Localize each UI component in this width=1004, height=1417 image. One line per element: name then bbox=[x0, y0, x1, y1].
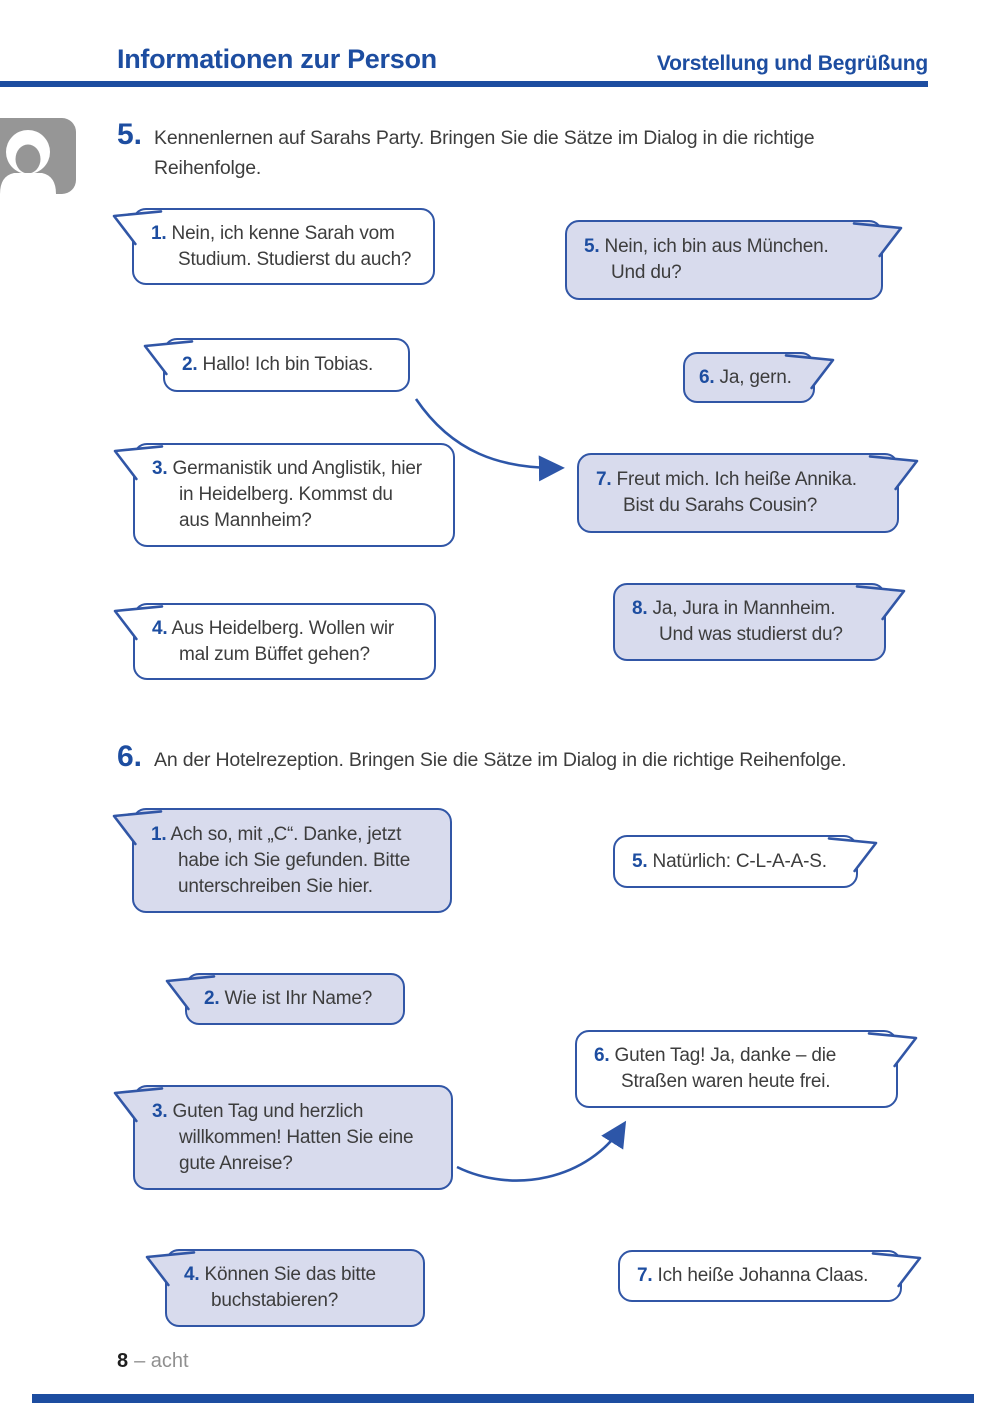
bubble-text bbox=[594, 1043, 884, 1095]
bubble-sentence: Natürlich: C-L-A-A-S. bbox=[652, 850, 827, 872]
bubble-number: 6. bbox=[699, 366, 715, 388]
bubble-number: 6. bbox=[594, 1045, 610, 1066]
exercise-5-heading bbox=[117, 118, 904, 183]
exercise-number: 6. bbox=[117, 740, 143, 773]
bubble-text bbox=[584, 234, 851, 286]
exercise-number: 5. bbox=[117, 118, 143, 151]
page-number-word: – acht bbox=[134, 1350, 189, 1372]
bubble-text bbox=[152, 456, 427, 534]
bubble-text bbox=[184, 1262, 411, 1314]
bubble-sentence: Nein, ich bin aus München. Und du? bbox=[604, 236, 829, 283]
bubble-sentence: Guten Tag! Ja, danke – die Straßen waren heute frei. bbox=[614, 1045, 837, 1092]
speech-bubble-ex5-8 bbox=[613, 583, 886, 661]
speech-bubble-ex5-5 bbox=[565, 220, 883, 300]
speech-bubble-ex5-6 bbox=[683, 352, 815, 403]
speech-bubble-ex5-1 bbox=[132, 208, 435, 285]
bubble-sentence: Germanistik und Anglistik, hier in Heidelberg. Kommst du aus Mannheim? bbox=[172, 458, 422, 531]
bubble-number: 8. bbox=[632, 598, 648, 619]
bubble-sentence: Ja, gern. bbox=[719, 366, 792, 388]
speech-bubble-ex6-5 bbox=[613, 835, 858, 888]
bubble-number: 4. bbox=[152, 617, 168, 639]
bubble-sentence: Ich heiße Johanna Claas. bbox=[657, 1265, 869, 1286]
bubble-text bbox=[151, 822, 438, 900]
exercise-instruction: Kennenlernen auf Sarahs Party. Bringen Sie die Sätze im Dialog in die richtige Reihenfolge. bbox=[154, 127, 815, 179]
bubble-sentence: Nein, ich kenne Sarah vom Studium. Studierst du auch? bbox=[171, 222, 412, 270]
bubble-number: 5. bbox=[632, 850, 648, 872]
bubble-number: 1. bbox=[151, 222, 167, 244]
page-footer bbox=[117, 1350, 189, 1373]
bubble-sentence: Aus Heidelberg. Wollen wir mal zum Büffet gehen? bbox=[171, 617, 395, 665]
bubble-number: 2. bbox=[182, 354, 198, 375]
bubble-text bbox=[152, 1099, 439, 1177]
bubble-number: 3. bbox=[152, 458, 168, 479]
speech-bubble-ex6-2 bbox=[185, 973, 405, 1025]
speech-bubble-ex5-3 bbox=[133, 443, 455, 547]
exercise-6-heading bbox=[117, 740, 846, 775]
bubble-text bbox=[182, 352, 396, 378]
speech-bubble-ex6-3 bbox=[133, 1085, 453, 1190]
bubble-sentence: Hallo! Ich bin Tobias. bbox=[202, 354, 374, 375]
bubble-text bbox=[204, 986, 391, 1012]
bubble-text bbox=[632, 596, 872, 648]
speech-bubble-ex5-7 bbox=[577, 453, 899, 533]
bubble-sentence: Können Sie das bitte buchstabieren? bbox=[204, 1264, 376, 1311]
speech-bubble-ex5-2 bbox=[163, 338, 410, 392]
person-icon bbox=[0, 118, 76, 194]
bubble-sentence: Guten Tag und herzlich willkommen! Hatten Sie eine gute Anreise? bbox=[172, 1100, 414, 1174]
page-number: 8 bbox=[117, 1350, 129, 1372]
bubble-text bbox=[596, 467, 885, 519]
bubble-sentence: Freut mich. Ich heiße Annika. Bist du Sarahs Cousin? bbox=[616, 469, 857, 516]
bubble-sentence: Ja, Jura in Mannheim. Und was studierst du? bbox=[652, 598, 843, 645]
page-title: Informationen zur Person bbox=[117, 44, 437, 74]
bubble-text bbox=[151, 221, 421, 273]
bubble-text bbox=[152, 616, 422, 668]
footer-rule bbox=[32, 1394, 974, 1403]
page-subtitle: Vorstellung und Begrüßung bbox=[656, 52, 928, 75]
speech-bubble-ex6-6 bbox=[575, 1030, 898, 1108]
bubble-number: 1. bbox=[151, 823, 167, 845]
bubble-text bbox=[637, 1263, 888, 1289]
speech-bubble-ex6-7 bbox=[618, 1250, 902, 1302]
bubble-number: 7. bbox=[637, 1265, 653, 1286]
bubble-number: 2. bbox=[204, 988, 220, 1009]
bubble-number: 3. bbox=[152, 1100, 168, 1122]
bubble-sentence: Wie ist Ihr Name? bbox=[224, 988, 373, 1009]
bubble-number: 7. bbox=[596, 469, 612, 490]
speech-bubble-ex6-1 bbox=[132, 808, 452, 913]
bubble-number: 5. bbox=[584, 236, 600, 257]
bubble-number: 4. bbox=[184, 1264, 200, 1285]
bubble-sentence: Ach so, mit „C“. Danke, jetzt habe ich Sie gefunden. Bitte unterschreiben Sie hier. bbox=[170, 823, 411, 897]
arrow-bubble3-to-bubble6 bbox=[457, 1124, 624, 1181]
exercise-instruction: An der Hotelrezeption. Bringen Sie die Sätze im Dialog in die richtige Reihenfolge. bbox=[154, 749, 847, 771]
header-rule bbox=[0, 81, 928, 87]
speech-bubble-ex5-4 bbox=[133, 603, 436, 680]
bubble-text bbox=[632, 849, 844, 875]
speech-bubble-ex6-4 bbox=[165, 1249, 425, 1327]
